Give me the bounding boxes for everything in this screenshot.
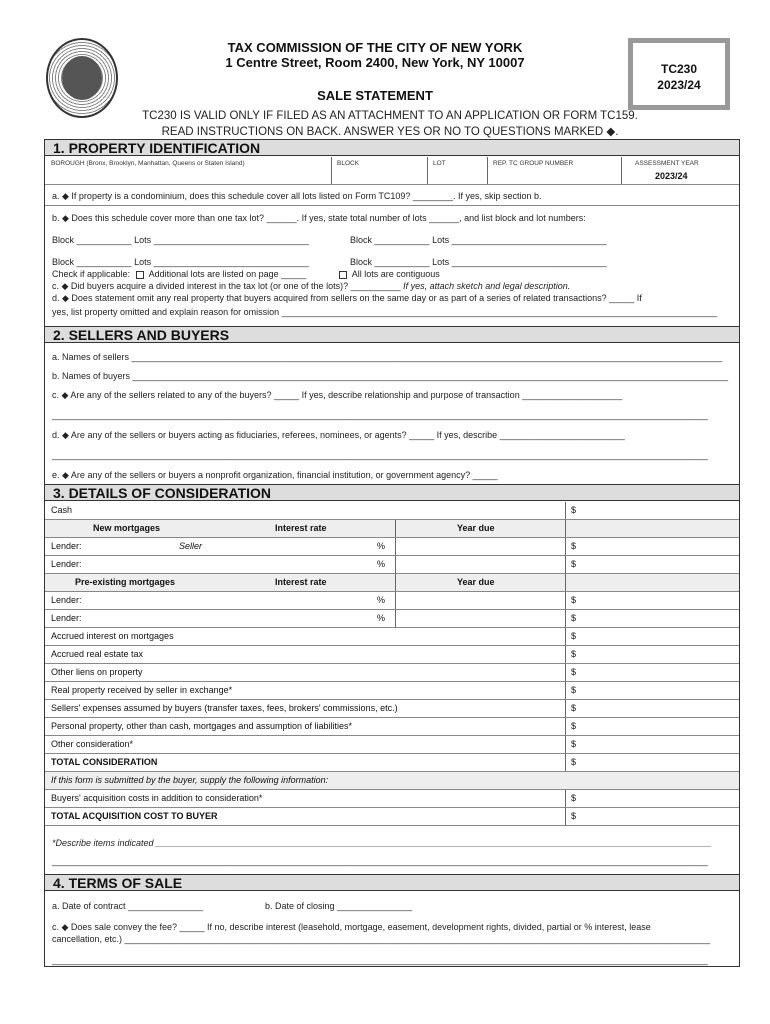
- section3-title: 3. DETAILS OF CONSIDERATION: [45, 484, 739, 501]
- check-applicable-row: [52, 269, 440, 279]
- block-header: BLOCK: [337, 160, 360, 167]
- new-mortgage-row-2: [45, 556, 739, 574]
- dollar-amount-field[interactable]: $: [571, 631, 577, 641]
- form-year: 2023/24: [657, 78, 701, 92]
- new-mortgages-label: New mortgages: [93, 523, 161, 533]
- question-4c: c. ◆ Does sale convey the fee? _____ If no, describe interest (leasehold, mortgage, easement, development rights, divided, partial or % interest, lease: [52, 922, 651, 932]
- new-mortgages-header: [45, 520, 739, 538]
- new-mortgage-row-1: [45, 538, 739, 556]
- borough-header: BOROUGH (Bronx, Brooklyn, Manhattan, Queens or Staten Island): [51, 160, 245, 167]
- buyers-names[interactable]: b. Names of buyers _______________________________________________________________________________________________________________________: [52, 371, 729, 381]
- pre-existing-label: Pre-existing mortgages: [75, 577, 176, 587]
- section1-title: 1. PROPERTY IDENTIFICATION: [45, 139, 739, 156]
- dollar-amount-field[interactable]: $: [571, 541, 577, 551]
- contiguous-checkbox[interactable]: [339, 271, 347, 279]
- commission-address: 1 Centre Street, Room 2400, New York, NY 10007: [225, 55, 525, 70]
- additional-lots-checkbox[interactable]: [136, 271, 144, 279]
- question-2c-line[interactable]: ___________________________________________________________________________________________________________________________________: [52, 410, 708, 420]
- additional-lots-label: Additional lots are listed on page _____: [148, 269, 307, 279]
- describe-items[interactable]: *Describe items indicated _______________________________________________________________________________________________________________: [52, 838, 712, 848]
- date-of-closing[interactable]: b. Date of closing _______________: [265, 901, 413, 911]
- consideration-item: [45, 718, 739, 736]
- form-code: TC230: [660, 62, 698, 76]
- total-acquisition-label: TOTAL ACQUISITION COST TO BUYER: [51, 811, 218, 821]
- date-of-contract[interactable]: a. Date of contract _______________: [52, 901, 204, 911]
- instructions-note: READ INSTRUCTIONS ON BACK. ANSWER YES OR NO TO QUESTIONS MARKED ◆.: [161, 126, 619, 138]
- nyc-seal-icon: [46, 38, 118, 118]
- lender-label: Lender:: [51, 559, 82, 569]
- interest-rate-label: Interest rate: [275, 577, 327, 587]
- question-1b: b. ◆ Does this schedule cover more than one tax lot? ______. If yes, state total number of lots ______, and list block and lot numbers:: [52, 213, 586, 223]
- rep-group-header: REP. TC GROUP NUMBER: [493, 160, 574, 167]
- consideration-item-label: Other consideration*: [51, 739, 134, 749]
- question-1c-text: c. ◆ Did buyers acquire a divided interest in the tax lot (or one of the lots)? __________: [52, 281, 401, 291]
- block-lots-2-right[interactable]: Block ___________ Lots _______________________________: [350, 257, 607, 267]
- lender-label: Lender:: [51, 541, 82, 551]
- total-consideration-label: TOTAL CONSIDERATION: [51, 757, 158, 767]
- question-2d: d. ◆ Are any of the sellers or buyers acting as fiduciaries, referees, nominees, or agents? _____ If yes, describe _________________________: [52, 430, 625, 440]
- question-2e: e. ◆ Are any of the sellers or buyers a nonprofit organization, financial institution, or government agency? _____: [52, 470, 498, 480]
- question-1d-cont: yes, list property omitted and explain reason for omission _______________________________________________________________________________________: [52, 307, 718, 317]
- describe-items-line[interactable]: ___________________________________________________________________________________________________________________________________: [52, 856, 708, 866]
- dollar-amount-field[interactable]: $: [571, 811, 577, 821]
- percent-sign: %: [377, 595, 386, 605]
- pre-existing-header: [45, 574, 739, 592]
- consideration-item-label: Real property received by seller in exchange*: [51, 685, 233, 695]
- percent-sign: %: [377, 559, 386, 569]
- consideration-item: [45, 664, 739, 682]
- dollar-amount-field[interactable]: $: [571, 505, 577, 515]
- question-2c: c. ◆ Are any of the sellers related to any of the buyers? _____ If yes, describe relationship and purpose of transaction ____________________: [52, 390, 623, 400]
- consideration-item-label: Personal property, other than cash, mortgages and assumption of liabilities*: [51, 721, 352, 731]
- dollar-amount-field[interactable]: $: [571, 793, 577, 803]
- interest-rate-label: Interest rate: [275, 523, 327, 533]
- question-4c-line[interactable]: ___________________________________________________________________________________________________________________________________: [52, 955, 708, 965]
- pre-existing-row-1: [45, 592, 739, 610]
- pre-existing-row-2: [45, 610, 739, 628]
- dollar-amount-field[interactable]: $: [571, 667, 577, 677]
- question-1c-note: If yes, attach sketch and legal description.: [403, 281, 571, 291]
- assessment-year-header: ASSESSMENT YEAR: [635, 160, 699, 167]
- year-due-label: Year due: [457, 577, 495, 587]
- commission-title: TAX COMMISSION OF THE CITY OF NEW YORK: [227, 40, 523, 55]
- question-1d: d. ◆ Does statement omit any real property that buyers acquired from sellers on the same day or as part of a series of related transactions? _____ If: [52, 293, 642, 303]
- section4-title: 4. TERMS OF SALE: [45, 874, 739, 891]
- section2-title: 2. SELLERS AND BUYERS: [45, 326, 739, 343]
- buyer-note-row: [45, 772, 739, 790]
- dollar-amount-field[interactable]: $: [571, 739, 577, 749]
- question-1a: a. ◆ If property is a condominium, does this schedule cover all lots listed on Form TC109? ________. If yes, skip section b.: [52, 191, 542, 201]
- lender-label: Lender:: [51, 613, 82, 623]
- lot-header: LOT: [433, 160, 446, 167]
- form-code-box: [628, 38, 730, 110]
- sellers-names[interactable]: a. Names of sellers ______________________________________________________________________________________________________________________: [52, 352, 723, 362]
- year-due-label: Year due: [457, 523, 495, 533]
- consideration-item: [45, 700, 739, 718]
- buyer-note: If this form is submitted by the buyer, supply the following information:: [51, 775, 329, 785]
- property-id-table: [45, 157, 739, 185]
- dollar-amount-field[interactable]: $: [571, 685, 577, 695]
- dollar-amount-field[interactable]: $: [571, 721, 577, 731]
- consideration-item-label: Accrued real estate tax: [51, 649, 144, 659]
- lender-label: Lender:: [51, 595, 82, 605]
- seller-label: Seller: [179, 541, 203, 551]
- consideration-item: [45, 628, 739, 646]
- consideration-item-label: Accrued interest on mortgages: [51, 631, 174, 641]
- check-prefix: Check if applicable:: [52, 269, 131, 279]
- block-lots-1-left[interactable]: Block ___________ Lots _______________________________: [52, 235, 309, 245]
- dollar-amount-field[interactable]: $: [571, 595, 577, 605]
- total-consideration-row: [45, 754, 739, 772]
- cash-row: [45, 502, 739, 520]
- dollar-amount-field[interactable]: $: [571, 703, 577, 713]
- total-acquisition-row: [45, 808, 739, 826]
- question-1c: [52, 281, 570, 292]
- consideration-item: [45, 646, 739, 664]
- percent-sign: %: [377, 613, 386, 623]
- dollar-amount-field[interactable]: $: [571, 757, 577, 767]
- dollar-amount-field[interactable]: $: [571, 649, 577, 659]
- assessment-year-value: 2023/24: [655, 171, 688, 181]
- contiguous-label: All lots are contiguous: [351, 269, 440, 279]
- dollar-amount-field[interactable]: $: [571, 613, 577, 623]
- consideration-item-label: Other liens on property: [51, 667, 143, 677]
- validity-note: TC230 IS VALID ONLY IF FILED AS AN ATTACHMENT TO AN APPLICATION OR FORM TC159.: [142, 110, 638, 122]
- percent-sign: %: [377, 541, 386, 551]
- cash-label: Cash: [51, 505, 73, 515]
- consideration-item: [45, 736, 739, 754]
- block-lots-1-right[interactable]: Block ___________ Lots _______________________________: [350, 235, 607, 245]
- question-2d-line[interactable]: ___________________________________________________________________________________________________________________________________: [52, 450, 708, 460]
- dollar-amount-field[interactable]: $: [571, 559, 577, 569]
- buyer-costs-label: Buyers' acquisition costs in addition to consideration*: [51, 793, 263, 803]
- buyer-costs-row: [45, 790, 739, 808]
- form-title: SALE STATEMENT: [317, 88, 433, 103]
- consideration-item-label: Sellers' expenses assumed by buyers (transfer taxes, fees, brokers' commissions, etc.): [51, 703, 398, 713]
- question-4c-cont[interactable]: cancellation, etc.) _____________________________________________________________________________________________________________________: [52, 934, 711, 944]
- consideration-item: [45, 682, 739, 700]
- block-lots-2-left[interactable]: Block ___________ Lots _______________________________: [52, 257, 309, 267]
